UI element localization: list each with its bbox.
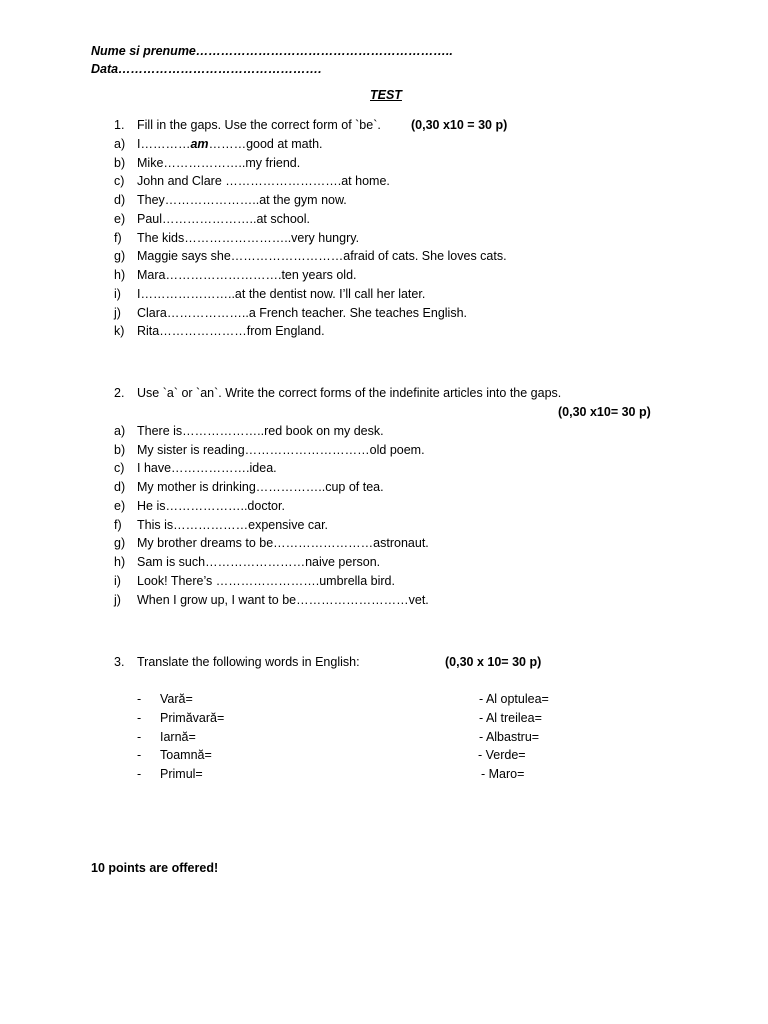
footer-note: 10 points are offered!: [91, 861, 219, 875]
translate-word: - Al treilea=: [479, 711, 542, 725]
translate-word: - Albastru=: [479, 730, 540, 744]
item-text: Mike………………..my friend.: [137, 156, 301, 170]
item-text: Mara……………………….ten years old.: [137, 268, 357, 282]
item-text: They…………………..at the gym now.: [137, 193, 347, 207]
item-label: i): [114, 574, 121, 588]
item-text: My sister is reading…………………………old poem.: [137, 443, 425, 457]
list-bullet: -: [137, 767, 142, 781]
translate-word: Vară=: [160, 692, 193, 706]
item-label: h): [114, 268, 126, 282]
item-text: I…………………..at the dentist now. I’ll call her later.: [137, 287, 426, 301]
date-line: Data………………………………………….: [91, 62, 322, 76]
name-line: Nume si prenume……………………………………………………..: [91, 44, 453, 58]
section2-instruction: Use `a` or `an`. Write the correct forms of the indefinite articles into the gaps.: [137, 386, 562, 400]
item-text: This is………………expensive car.: [137, 518, 329, 532]
item-label: d): [114, 193, 126, 207]
page-title: TEST: [370, 88, 402, 102]
list-bullet: -: [137, 730, 142, 744]
translate-word: - Verde=: [478, 748, 526, 762]
item-label: d): [114, 480, 126, 494]
section3-number: 3.: [114, 655, 125, 669]
translate-word: Iarnă=: [160, 730, 196, 744]
translate-word: - Maro=: [481, 767, 525, 781]
item-label: e): [114, 499, 126, 513]
section2-number: 2.: [114, 386, 125, 400]
item-label: a): [114, 137, 126, 151]
item-text: The kids……………………..very hungry.: [137, 231, 360, 245]
translate-word: - Al optulea=: [479, 692, 549, 706]
item-label: b): [114, 443, 126, 457]
item-text: Look! There’s …………………….umbrella bird.: [137, 574, 395, 588]
item-label: i): [114, 287, 121, 301]
item-label: j): [114, 306, 121, 320]
item-label: e): [114, 212, 126, 226]
item-label: b): [114, 156, 126, 170]
item-text: I…………am………good at math.: [137, 137, 323, 151]
item-text: Clara………………..a French teacher. She teaches English.: [137, 306, 468, 320]
item-label: f): [114, 518, 122, 532]
item-label: g): [114, 249, 126, 263]
item-text: My mother is drinking……………..cup of tea.: [137, 480, 384, 494]
item-label: c): [114, 461, 125, 475]
section1-number: 1.: [114, 118, 125, 132]
translate-word: Toamnă=: [160, 748, 212, 762]
section3-points: (0,30 x 10= 30 p): [445, 655, 542, 669]
item-text: I have……………….idea.: [137, 461, 277, 475]
example-answer: am: [190, 137, 209, 151]
item-text: Rita…………………from England.: [137, 324, 325, 338]
item-text: When I grow up, I want to be………………………vet.: [137, 593, 429, 607]
section3-instruction: Translate the following words in English:: [137, 655, 360, 669]
item-label: g): [114, 536, 126, 550]
item-label: a): [114, 424, 126, 438]
item-text: He is………………..doctor.: [137, 499, 285, 513]
item-text: Maggie says she………………………afraid of cats. She loves cats.: [137, 249, 507, 263]
section2-points: (0,30 x10= 30 p): [558, 405, 651, 419]
translate-word: Primăvară=: [160, 711, 225, 725]
item-text: There is………………..red book on my desk.: [137, 424, 384, 438]
item-label: j): [114, 593, 121, 607]
section1-instruction: Fill in the gaps. Use the correct form of `be`.: [137, 118, 381, 132]
item-text: My brother dreams to be……………………astronaut.: [137, 536, 429, 550]
list-bullet: -: [137, 748, 142, 762]
item-label: c): [114, 174, 125, 188]
item-label: k): [114, 324, 125, 338]
translate-word: Primul=: [160, 767, 203, 781]
list-bullet: -: [137, 692, 142, 706]
item-text: Paul…………………..at school.: [137, 212, 310, 226]
item-label: h): [114, 555, 126, 569]
item-text: Sam is such……………………naive person.: [137, 555, 381, 569]
item-label: f): [114, 231, 122, 245]
section1-points: (0,30 x10 = 30 p): [411, 118, 508, 132]
item-text: John and Clare ……………………….at home.: [137, 174, 390, 188]
list-bullet: -: [137, 711, 142, 725]
